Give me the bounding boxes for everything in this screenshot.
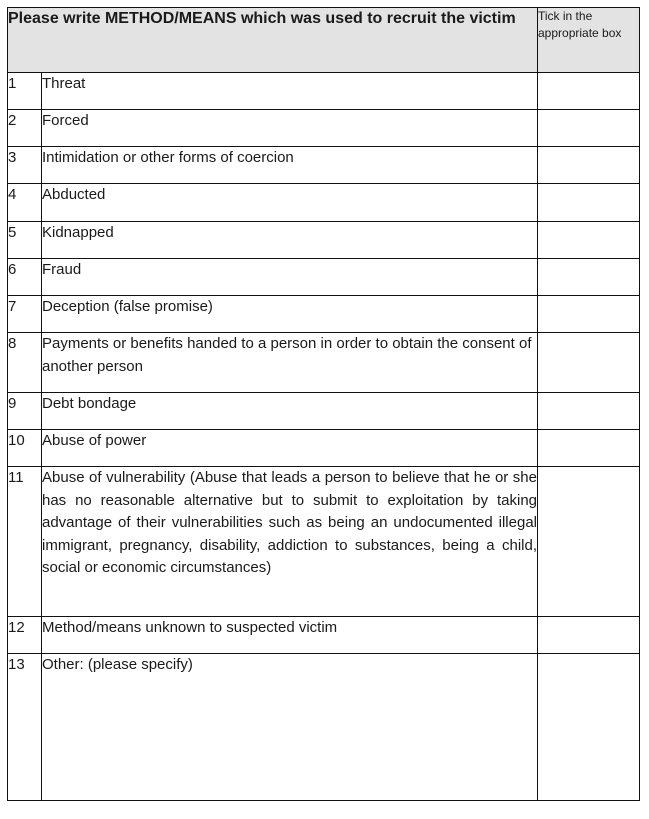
row-number: 5: [8, 222, 42, 259]
method-label: Payments or benefits handed to a person in order to obtain the consent of another person: [42, 333, 538, 393]
method-label: Method/means unknown to suspected victim: [42, 617, 538, 654]
tick-box[interactable]: [538, 393, 640, 430]
row-number: 8: [8, 333, 42, 393]
tick-box[interactable]: [538, 222, 640, 259]
table-row: [8, 430, 640, 467]
table-row: [8, 147, 640, 184]
method-label: Threat: [42, 73, 538, 110]
row-number: 7: [8, 296, 42, 333]
table-row: [8, 296, 640, 333]
method-label: Fraud: [42, 259, 538, 296]
table-row: [8, 110, 640, 147]
method-label: Deception (false promise): [42, 296, 538, 333]
tick-box[interactable]: [538, 110, 640, 147]
method-label: Debt bondage: [42, 393, 538, 430]
table-row: [8, 222, 640, 259]
tick-box[interactable]: [538, 617, 640, 654]
table-row: [8, 184, 640, 222]
tick-box[interactable]: [538, 467, 640, 617]
method-label: Abuse of vulnerability (Abuse that leads a person to believe that he or she has no reasonable alternative but to submit to exploitation by taking advantage of their vulnerabilities such as being an undocumented illegal immigrant, pregnancy, disability, addiction to substances, being a child, social or economic circumstances): [42, 467, 538, 617]
table-row: [8, 393, 640, 430]
table-row: [8, 259, 640, 296]
tick-box[interactable]: [538, 654, 640, 801]
tick-box[interactable]: [538, 259, 640, 296]
row-number: 13: [8, 654, 42, 801]
header-row: [8, 8, 640, 73]
question-heading: Please write METHOD/MEANS which was used to recruit the victim: [8, 8, 538, 73]
table-row: [8, 654, 640, 801]
tick-column-heading: Tick in the appropriate box: [538, 8, 640, 73]
recruitment-method-table: [7, 7, 640, 801]
method-label: Abuse of power: [42, 430, 538, 467]
method-label: Intimidation or other forms of coercion: [42, 147, 538, 184]
row-number: 10: [8, 430, 42, 467]
row-number: 11: [8, 467, 42, 617]
tick-box[interactable]: [538, 296, 640, 333]
table-row: [8, 333, 640, 393]
method-label: Kidnapped: [42, 222, 538, 259]
tick-box[interactable]: [538, 73, 640, 110]
tick-box[interactable]: [538, 430, 640, 467]
table-row: [8, 467, 640, 617]
method-label: Abducted: [42, 184, 538, 222]
row-number: 6: [8, 259, 42, 296]
row-number: 9: [8, 393, 42, 430]
table-row: [8, 73, 640, 110]
row-number: 1: [8, 73, 42, 110]
table-row: [8, 617, 640, 654]
tick-box[interactable]: [538, 184, 640, 222]
row-number: 3: [8, 147, 42, 184]
tick-box[interactable]: [538, 147, 640, 184]
method-label: Forced: [42, 110, 538, 147]
row-number: 4: [8, 184, 42, 222]
tick-box[interactable]: [538, 333, 640, 393]
row-number: 2: [8, 110, 42, 147]
method-label: Other: (please specify): [42, 654, 538, 801]
row-number: 12: [8, 617, 42, 654]
